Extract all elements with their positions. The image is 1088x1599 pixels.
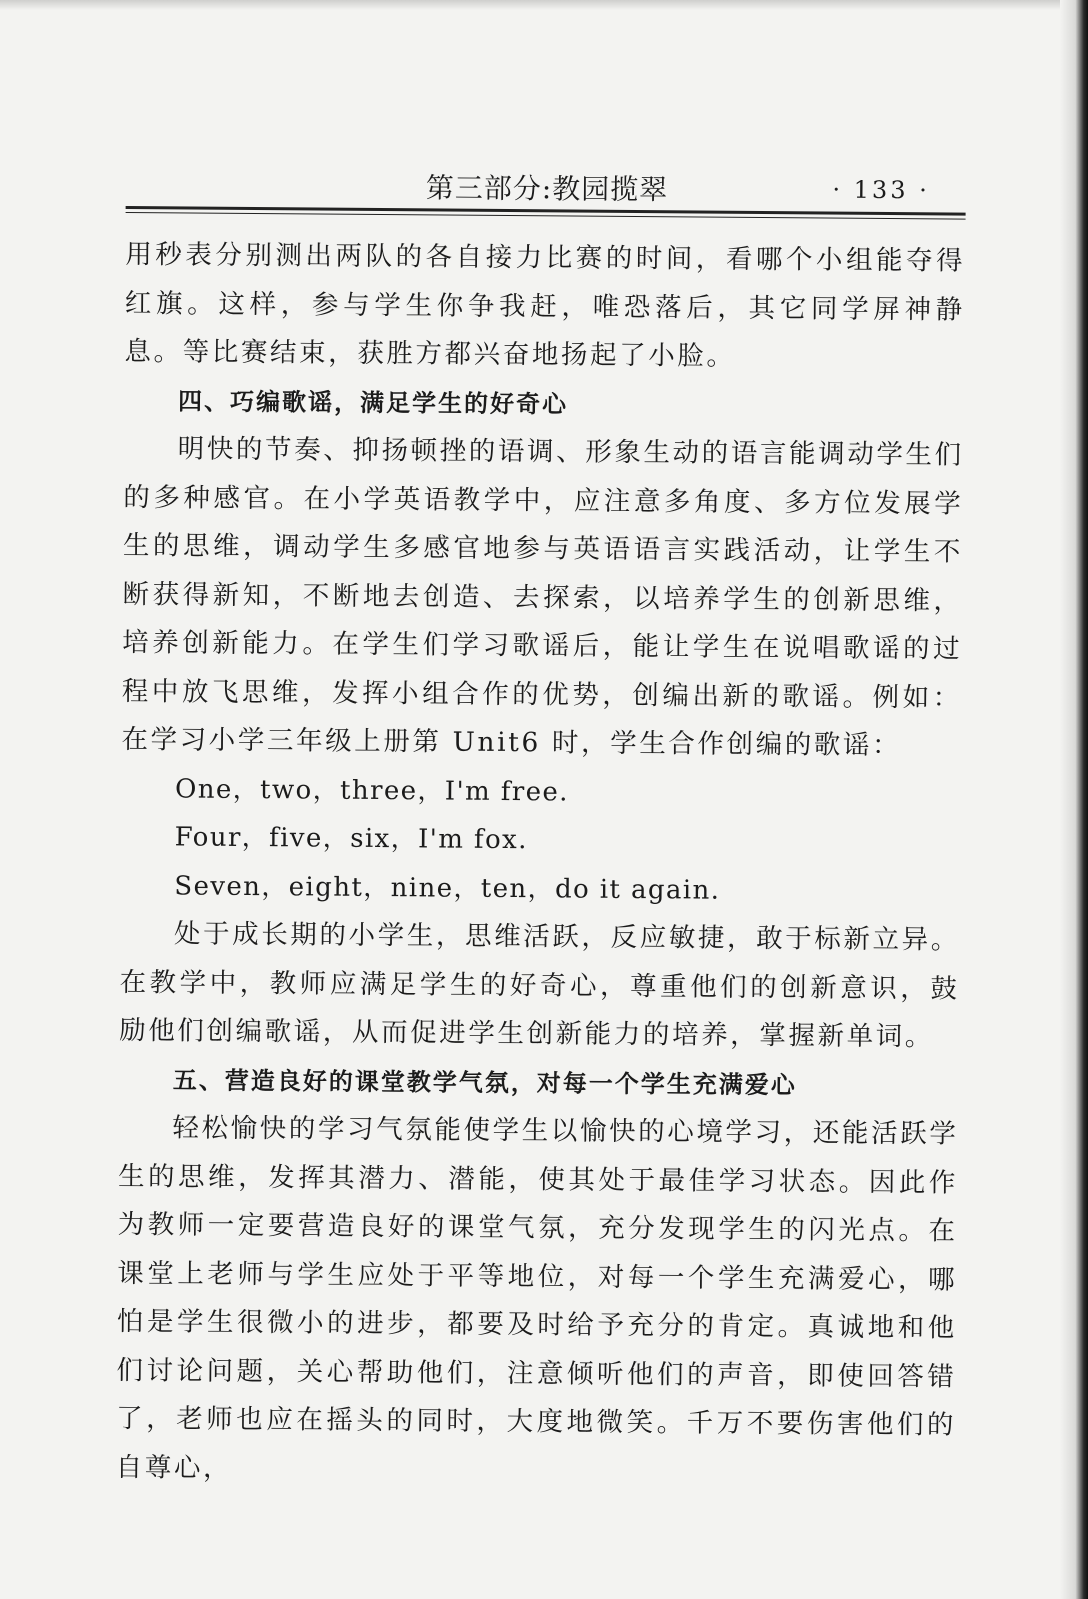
section-title: 第三部分:教园揽翠: [425, 171, 669, 207]
scan-edge-top: [0, 0, 1088, 10]
poem-line: One，two，three，I'm free.: [174, 773, 569, 807]
book-page: [116, 160, 966, 1499]
section-heading-4: 四、巧编歌谣，满足学生的好奇心: [177, 386, 569, 418]
section-heading-5: 五、营造良好的课堂教学气氛，对每一个学生充满爱心: [172, 1065, 797, 1099]
paragraph: 明快的节奏、抑扬顿挫的语调、形象生动的语言能调动学生们的多种感官。在小学英语教学中，应注意多角度、多方位发展学生的思维，调动学生多感官地参与英语语言实践活动，让学生不断获得新知，不断地去创造、去探索，以培养学生的创新思维，培养创新能力。在学生们学习歌谣后，能让学生在说唱歌谣的过程中放飞思维，发挥小组合作的优势，创编出新的歌谣。例如：在学习小学三年级上册第 Unit6 时，学生合作创编的歌谣：: [121, 433, 964, 762]
body-text: [116, 231, 966, 1499]
paragraph: 用秒表分别测出两队的各自接力比赛的时间，看哪个小组能夺得红旗。这样，参与学生你争我赶，唯恐落后，其它同学屏神静息。等比赛结束，获胜方都兴奋地扬起了小脸。: [124, 238, 966, 372]
paragraph: 处于成长期的小学生，思维活跃，反应敏捷，敢于标新立异。在教学中，教师应满足学生的好奇心，尊重他们的创新意识，鼓励他们创编歌谣，从而促进学生创新能力的培养，掌握新单词。: [119, 918, 961, 1053]
paragraph: 轻松愉快的学习气氛能使学生以愉快的心境学习，还能活跃学生的思维，发挥其潜力、潜能，使其处于最佳学习状态。因此作为教师一定要营造良好的课堂气氛，充分发现学生的闪光点。在课堂上老师与学生应处于平等地位，对每一个学生充满爱心，哪怕是学生很微小的进步，都要及时给予充分的肯定。真诚地和他们讨论问题，关心帮助他们，注意倾听他们的声音，即使回答错了，老师也应在摇头的同时，大度地微笑。千万不要伤害他们的自尊心，: [115, 1112, 959, 1484]
poem-line: Seven，eight，nine，ten，do it again.: [174, 870, 721, 906]
running-header: [126, 160, 966, 211]
poem-line: Four，five，six，I'm fox.: [174, 822, 528, 856]
page-number: · 133 ·: [832, 175, 930, 205]
scan-edge-right: [1060, 0, 1088, 1599]
